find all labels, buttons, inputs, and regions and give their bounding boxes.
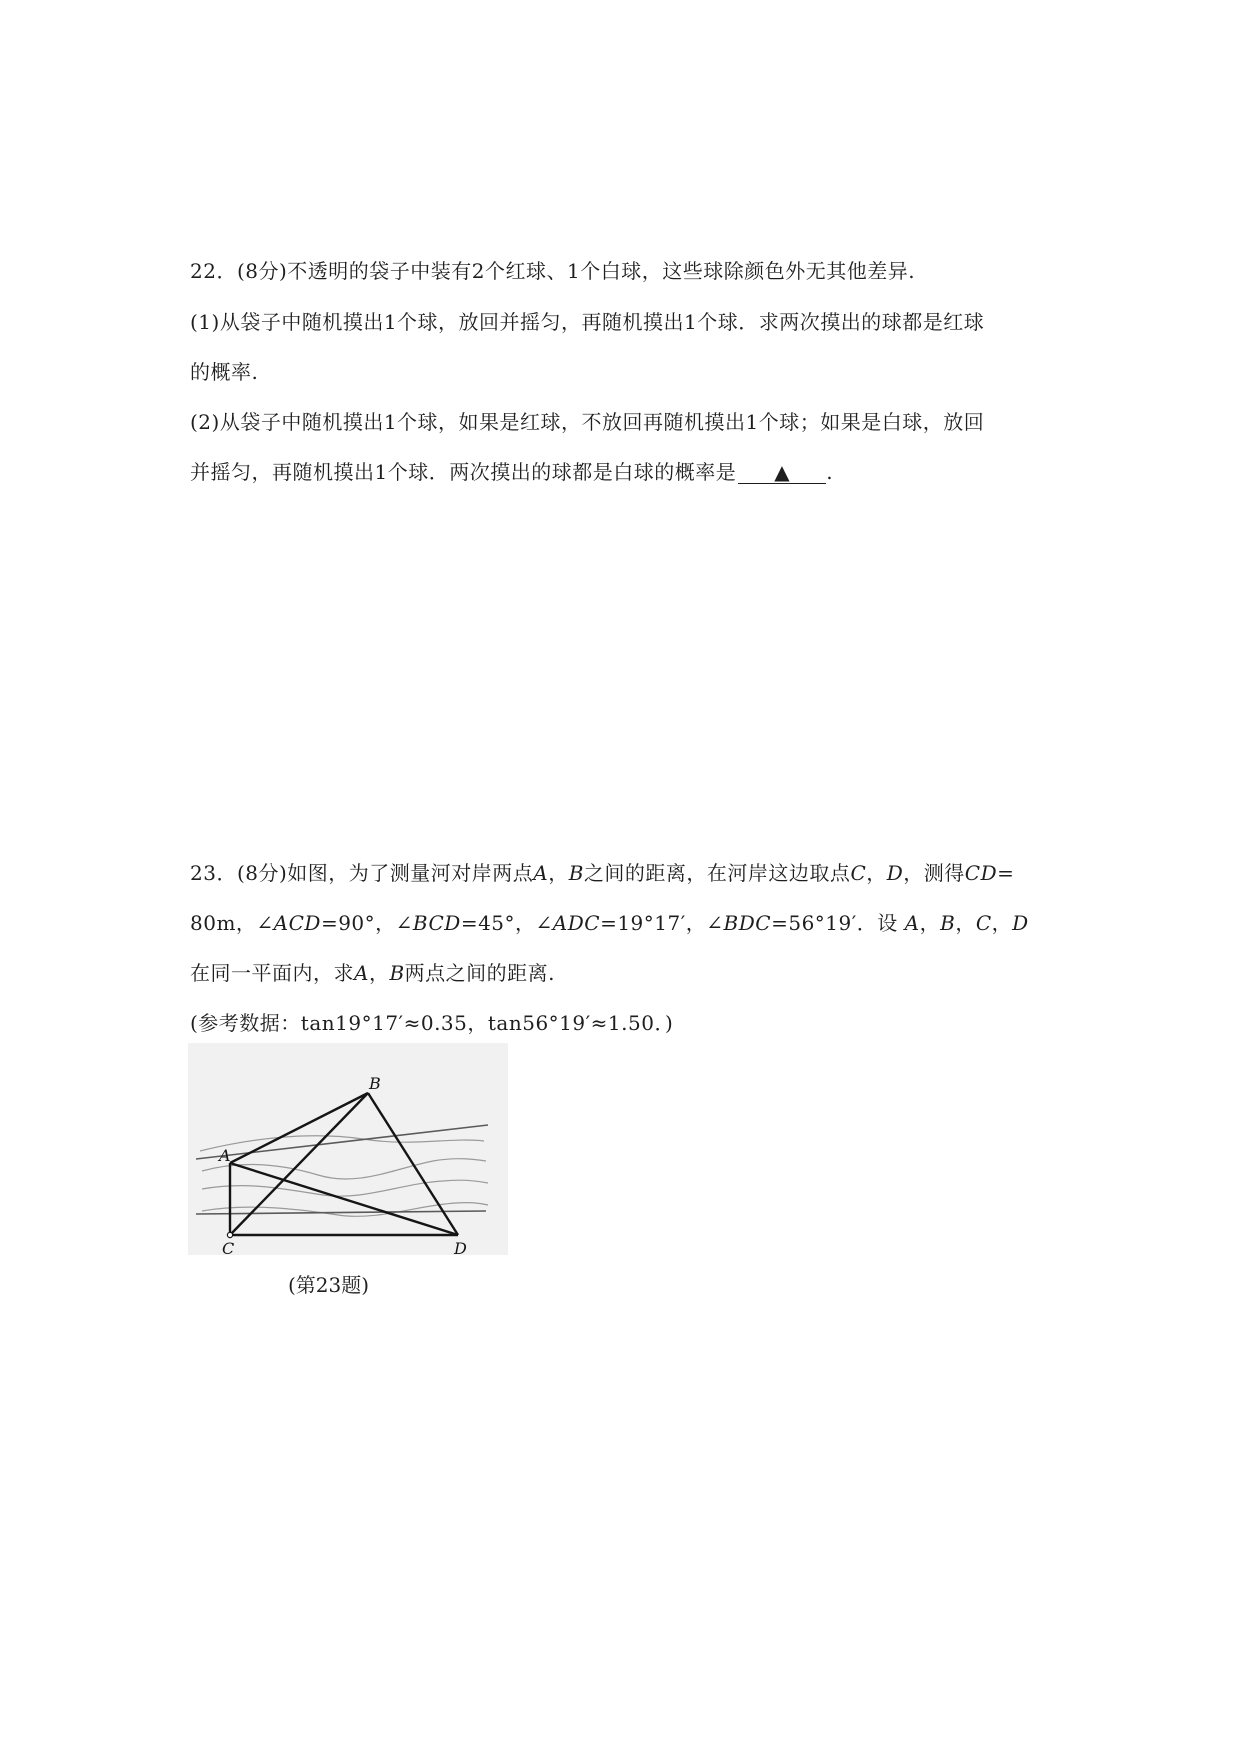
q23-text: 23．(8分)如图，为了测量河对岸两点 bbox=[190, 861, 534, 885]
comma: ， bbox=[866, 861, 887, 885]
triangle-marker-icon: ▲ bbox=[774, 460, 791, 484]
figure-caption: (第23题) bbox=[288, 1273, 370, 1297]
label-a: A bbox=[219, 1146, 231, 1165]
q23-text: ，测得 bbox=[903, 861, 965, 885]
comma: ， bbox=[368, 961, 390, 985]
comma: ， bbox=[955, 911, 976, 935]
var-b: B bbox=[389, 961, 405, 985]
angle-acd: ACD bbox=[273, 911, 321, 935]
var-b: B bbox=[568, 861, 584, 885]
var-c: C bbox=[850, 861, 867, 885]
var-cd: CD bbox=[964, 861, 998, 885]
q22-part2-cont bbox=[190, 459, 833, 485]
q23-stem-line3 bbox=[190, 960, 555, 986]
angle-bcd: BCD bbox=[412, 911, 461, 935]
answer-blank[interactable] bbox=[738, 461, 826, 484]
q23-text: =90°，∠ bbox=[320, 911, 413, 935]
q23-stem-line1 bbox=[190, 860, 1014, 886]
equals: = bbox=[997, 861, 1015, 885]
q22-period: . bbox=[826, 460, 834, 484]
q23-text: =45°，∠ bbox=[460, 911, 553, 935]
figure-background bbox=[188, 1043, 508, 1255]
q23-text: =19°17′，∠ bbox=[600, 911, 724, 935]
q23-text: 在同一平面内，求 bbox=[190, 961, 354, 985]
point-c-marker bbox=[227, 1232, 232, 1237]
label-c: C bbox=[222, 1239, 235, 1255]
var-c: C bbox=[975, 911, 992, 935]
angle-adc: ADC bbox=[552, 911, 601, 935]
comma: ， bbox=[919, 911, 941, 935]
q23-stem-line2 bbox=[190, 910, 1029, 936]
q23-text: 两点之间的距离. bbox=[404, 961, 556, 985]
q22-part1: (1)从袋子中随机摸出1个球，放回并摇匀，再随机摸出1个球．求两次摸出的球都是红球 bbox=[190, 310, 985, 334]
var-a: A bbox=[533, 861, 549, 885]
comma: ， bbox=[991, 911, 1013, 935]
q23-text: 80m，∠ bbox=[190, 911, 274, 935]
var-d: D bbox=[886, 861, 904, 885]
comma: ， bbox=[548, 861, 569, 885]
q23-text: 之间的距离，在河岸这边取点 bbox=[583, 861, 851, 885]
q22-stem: 22．(8分)不透明的袋子中装有2个红球、1个白球，这些球除颜色外无其他差异. bbox=[190, 259, 916, 283]
river-diagram bbox=[188, 1043, 508, 1255]
q22-part2: (2)从袋子中随机摸出1个球，如果是红球，不放回再随机摸出1个球；如果是白球，放回 bbox=[190, 410, 985, 434]
var-d: D bbox=[1012, 911, 1029, 935]
angle-bdc: BDC bbox=[723, 911, 772, 935]
q22-part1-cont: 的概率. bbox=[190, 360, 259, 384]
q23-text: =56°19′．设 bbox=[771, 911, 898, 935]
var-b: B bbox=[940, 911, 956, 935]
q23-reference-data: (参考数据：tan19°17′≈0.35，tan56°19′≈1.50．) bbox=[190, 1011, 674, 1035]
var-a: A bbox=[904, 911, 920, 935]
label-b: B bbox=[369, 1074, 381, 1093]
var-a: A bbox=[354, 961, 369, 985]
label-d: D bbox=[454, 1239, 467, 1255]
q22-part2-text: 并摇匀，再随机摸出1个球．两次摸出的球都是白球的概率是 bbox=[190, 460, 737, 484]
